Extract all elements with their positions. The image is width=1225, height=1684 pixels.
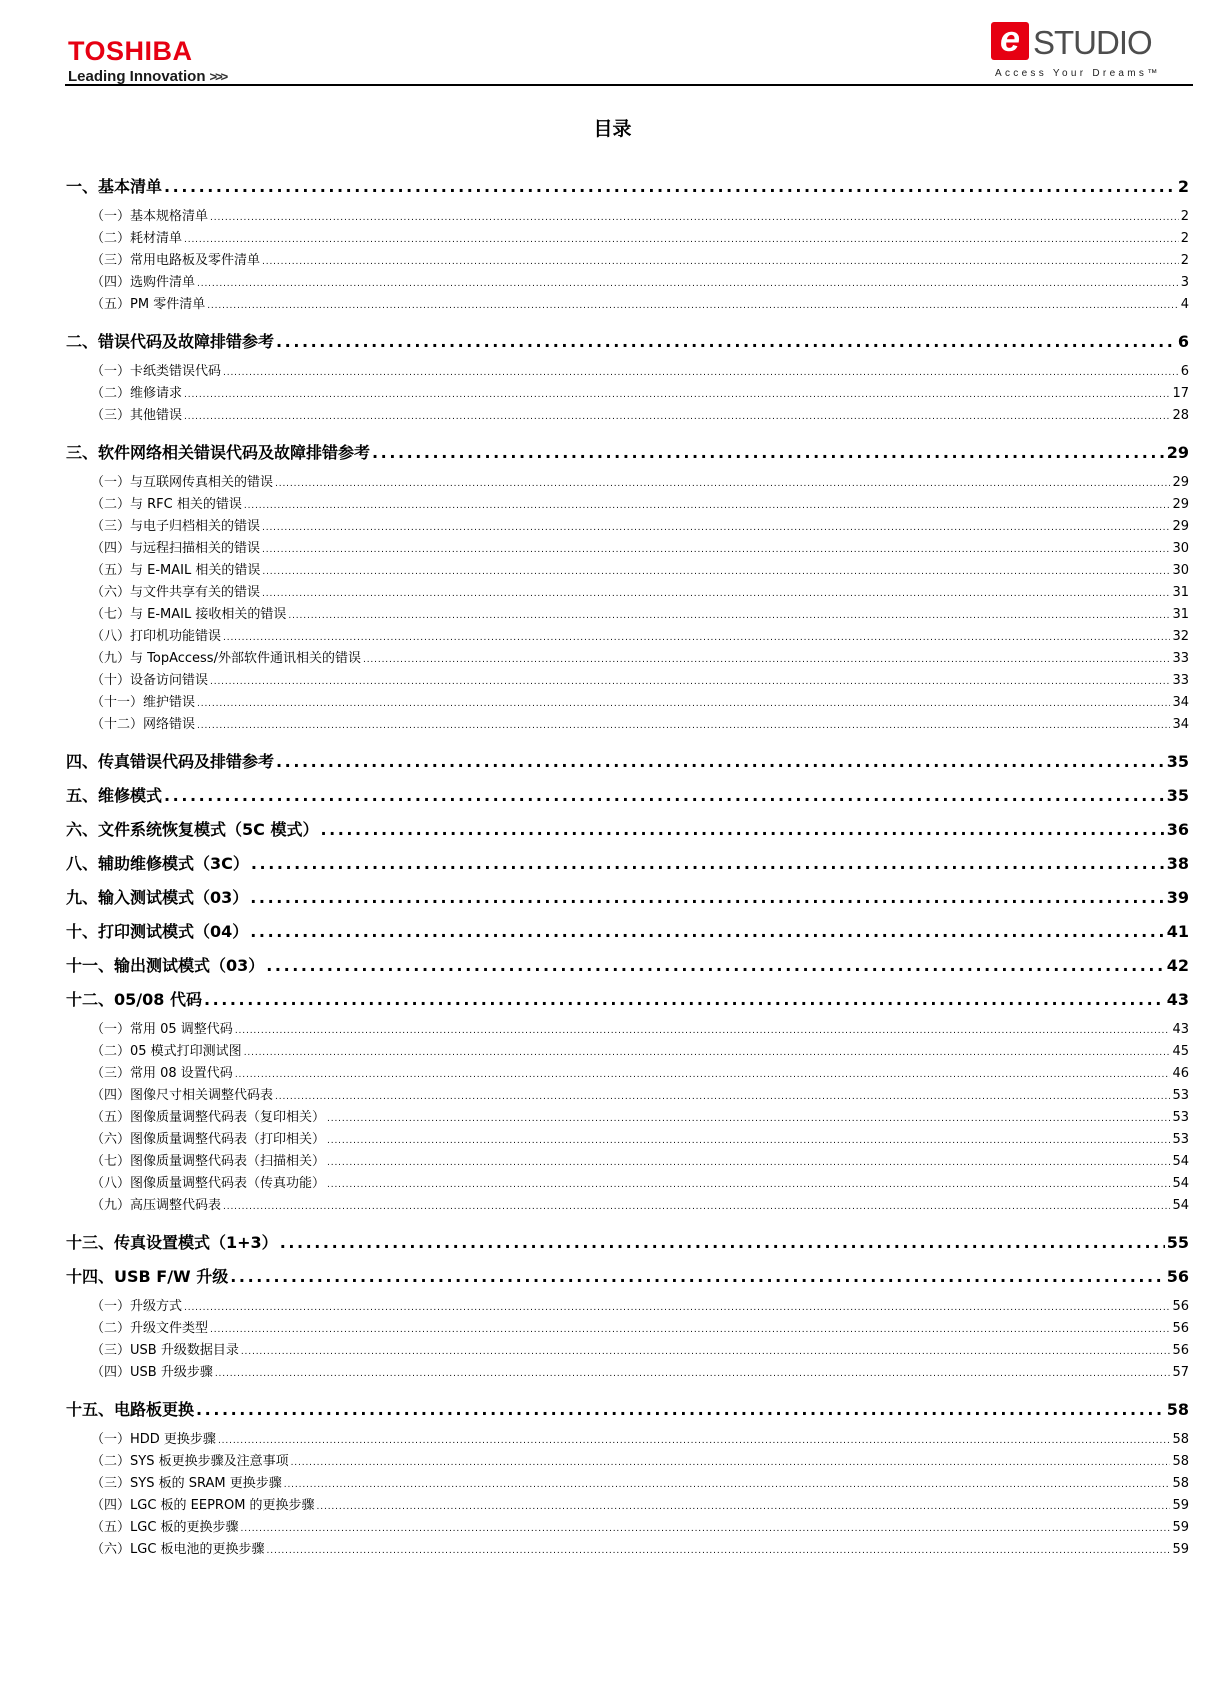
toc-leader-dots bbox=[276, 332, 1176, 351]
toc-page-number: 39 bbox=[1166, 888, 1189, 907]
toc-entry-title: （二）升级文件类型 bbox=[91, 1321, 209, 1336]
toc-section-row[interactable] bbox=[66, 1516, 1189, 1535]
toc-page-number: 2 bbox=[1180, 209, 1189, 224]
toc-section-row[interactable] bbox=[66, 1317, 1189, 1336]
toc-entry-title: （四）图像尺寸相关调整代码表 bbox=[91, 1088, 274, 1103]
toc-leader-dots bbox=[197, 699, 1170, 709]
toc-section-row[interactable] bbox=[66, 669, 1189, 688]
toc-section-row[interactable] bbox=[66, 1172, 1189, 1191]
toc-entry-title: （六）LGC 板电池的更换步骤 bbox=[91, 1542, 265, 1557]
toc-entry-title: 十、打印测试模式（04） bbox=[66, 922, 249, 941]
toc-page-number: 31 bbox=[1172, 585, 1189, 600]
toc-page-number: 34 bbox=[1172, 717, 1189, 732]
toc-page-number: 2 bbox=[1180, 231, 1189, 246]
toc-chapter-row[interactable] bbox=[66, 1397, 1189, 1420]
toc-section-row[interactable] bbox=[66, 293, 1189, 312]
toc-page-number: 17 bbox=[1172, 386, 1189, 401]
toc-leader-dots bbox=[266, 956, 1164, 975]
toc-page-number: 6 bbox=[1177, 332, 1189, 351]
toc-leader-dots bbox=[317, 1502, 1171, 1512]
toc-leader-dots bbox=[244, 1048, 1171, 1058]
toc-chapter-row[interactable] bbox=[66, 1264, 1189, 1287]
toc-entry-title: （三）常用 08 设置代码 bbox=[91, 1066, 233, 1081]
toc-section-row[interactable] bbox=[66, 1194, 1189, 1213]
toc-leader-dots bbox=[235, 1070, 1171, 1080]
toc-entry-title: 四、传真错误代码及排错参考 bbox=[66, 752, 275, 771]
toc-section-row[interactable] bbox=[66, 647, 1189, 666]
toc-section-row[interactable] bbox=[66, 603, 1189, 622]
toc-leader-dots bbox=[320, 820, 1164, 839]
toc-entry-title: 一、基本清单 bbox=[66, 177, 163, 196]
toc-leader-dots bbox=[164, 786, 1165, 805]
toc-section-row[interactable] bbox=[66, 1494, 1189, 1513]
toc-entry-title: （五）PM 零件清单 bbox=[91, 297, 206, 312]
toc-leader-dots bbox=[235, 1026, 1171, 1036]
toc-page-number: 43 bbox=[1172, 1022, 1189, 1037]
toc-section-row[interactable] bbox=[66, 1018, 1189, 1037]
toc-entry-title: （二）05 模式打印测试图 bbox=[91, 1044, 242, 1059]
toc-section-row[interactable] bbox=[66, 1450, 1189, 1469]
toc-leader-dots bbox=[251, 854, 1165, 873]
toc-leader-dots bbox=[250, 922, 1164, 941]
toc-leader-dots bbox=[262, 523, 1170, 533]
toc-leader-dots bbox=[275, 1092, 1170, 1102]
toc-entry-title: 二、错误代码及故障排错参考 bbox=[66, 332, 275, 351]
toc-page-number: 54 bbox=[1172, 1154, 1189, 1169]
toc-leader-dots bbox=[204, 990, 1165, 1009]
toc-section-row[interactable] bbox=[66, 271, 1189, 290]
toc-page-number: 57 bbox=[1172, 1365, 1189, 1380]
toc-entry-title: （四）USB 升级步骤 bbox=[91, 1365, 213, 1380]
toc-entry-title: （一）HDD 更换步骤 bbox=[91, 1432, 216, 1447]
toc-page-number: 3 bbox=[1180, 275, 1189, 290]
toc-page-number: 56 bbox=[1172, 1343, 1189, 1358]
toc-entry-title: （二）维修请求 bbox=[91, 386, 183, 401]
toc-page-number: 58 bbox=[1166, 1400, 1189, 1419]
toc-page-number: 33 bbox=[1172, 673, 1189, 688]
toc-entry-title: （三）USB 升级数据目录 bbox=[91, 1343, 239, 1358]
toc-page-number: 35 bbox=[1166, 786, 1189, 805]
toc-entry-title: （十一）维护错误 bbox=[91, 695, 196, 710]
toc-chapter-row[interactable] bbox=[66, 987, 1189, 1010]
toc-page-number: 28 bbox=[1172, 408, 1189, 423]
toc-chapter-row[interactable] bbox=[66, 749, 1189, 772]
toc-leader-dots bbox=[230, 1267, 1164, 1286]
toc-page-number: 55 bbox=[1166, 1233, 1189, 1252]
toc-page-number: 56 bbox=[1172, 1321, 1189, 1336]
toc-leader-dots bbox=[218, 1436, 1171, 1446]
toc-entry-title: （二）耗材清单 bbox=[91, 231, 183, 246]
toc-section-row[interactable] bbox=[66, 1428, 1189, 1447]
toc-page-number: 46 bbox=[1172, 1066, 1189, 1081]
toc-entry-title: （一）基本规格清单 bbox=[91, 209, 209, 224]
toc-leader-dots bbox=[327, 1114, 1170, 1124]
toc-section-row[interactable] bbox=[66, 1040, 1189, 1059]
toc-leader-dots bbox=[241, 1524, 1171, 1534]
toc-entry-title: （四）与远程扫描相关的错误 bbox=[91, 541, 261, 556]
toc-leader-dots bbox=[223, 368, 1179, 378]
toc-leader-dots bbox=[241, 1347, 1171, 1357]
toc-section-row[interactable] bbox=[66, 713, 1189, 732]
toc-page-number: 56 bbox=[1166, 1267, 1189, 1286]
toc-section-row[interactable] bbox=[66, 1106, 1189, 1125]
toc-section-row[interactable] bbox=[66, 404, 1189, 423]
toc-section-row[interactable] bbox=[66, 1472, 1189, 1491]
toc-chapter-row[interactable] bbox=[66, 440, 1189, 463]
toc-leader-dots bbox=[244, 501, 1171, 511]
toc-chapter-row[interactable] bbox=[66, 885, 1189, 908]
toc-page-number: 53 bbox=[1172, 1110, 1189, 1125]
toc-leader-dots bbox=[184, 390, 1170, 400]
toc-section-row[interactable] bbox=[66, 1538, 1189, 1557]
toc-page-number: 38 bbox=[1166, 854, 1189, 873]
toc-leader-dots bbox=[267, 1546, 1171, 1556]
toc-entry-title: （五）与 E-MAIL 相关的错误 bbox=[91, 563, 261, 578]
toc-section-row[interactable] bbox=[66, 515, 1189, 534]
page-title: 目录 bbox=[593, 118, 632, 140]
header-divider bbox=[65, 84, 1193, 86]
toc-section-row[interactable] bbox=[66, 691, 1189, 710]
toc-page-number: 30 bbox=[1172, 541, 1189, 556]
toc-entry-title: 八、辅助维修模式（3C） bbox=[66, 854, 249, 873]
toc-entry-title: （六）与文件共享有关的错误 bbox=[91, 585, 261, 600]
toc-leader-dots bbox=[210, 1325, 1170, 1335]
toc-entry-title: （四）LGC 板的 EEPROM 的更换步骤 bbox=[91, 1498, 315, 1513]
toc-leader-dots bbox=[327, 1136, 1170, 1146]
toc-chapter-row[interactable] bbox=[66, 919, 1189, 942]
toc-page-number: 30 bbox=[1172, 563, 1189, 578]
toc-page-number: 36 bbox=[1166, 820, 1189, 839]
toc-page-number: 53 bbox=[1172, 1132, 1189, 1147]
toc-section-row[interactable] bbox=[66, 360, 1189, 379]
studio-wordmark: STUDIO bbox=[1033, 24, 1152, 61]
product-tagline: Access Your Dreams™ bbox=[995, 68, 1161, 79]
toc-entry-title: 三、软件网络相关错误代码及故障排错参考 bbox=[66, 443, 371, 462]
toc-section-row[interactable] bbox=[66, 471, 1189, 490]
toc-page-number: 29 bbox=[1172, 475, 1189, 490]
toc-chapter-row[interactable] bbox=[66, 851, 1189, 874]
toc-leader-dots bbox=[372, 443, 1165, 462]
toshiba-logo: TOSHIBA bbox=[68, 36, 193, 66]
toc-section-row[interactable] bbox=[66, 227, 1189, 246]
toc-page-number: 54 bbox=[1172, 1198, 1189, 1213]
toc-section-row[interactable] bbox=[66, 581, 1189, 600]
toc-entry-title: （七）图像质量调整代码表（扫描相关） bbox=[91, 1154, 326, 1169]
toc-leader-dots bbox=[184, 235, 1179, 245]
toc-leader-dots bbox=[196, 1400, 1165, 1419]
toc-leader-dots bbox=[262, 567, 1170, 577]
toc-page-number: 34 bbox=[1172, 695, 1189, 710]
toc-leader-dots bbox=[223, 1202, 1170, 1212]
toc-page-number: 59 bbox=[1172, 1542, 1189, 1557]
toc-leader-dots bbox=[284, 1480, 1171, 1490]
toc-page-number: 59 bbox=[1172, 1520, 1189, 1535]
toc-entry-title: （二）与 RFC 相关的错误 bbox=[91, 497, 242, 512]
toc-entry-title: 十一、输出测试模式（03） bbox=[66, 956, 265, 975]
toc-leader-dots bbox=[210, 213, 1179, 223]
toc-leader-dots bbox=[288, 611, 1170, 621]
toc-leader-dots bbox=[164, 177, 1176, 196]
toc-leader-dots bbox=[250, 888, 1164, 907]
toc-leader-dots bbox=[223, 633, 1170, 643]
toc-page-number: 58 bbox=[1172, 1476, 1189, 1491]
toc-page-number: 32 bbox=[1172, 629, 1189, 644]
toc-page-number: 29 bbox=[1172, 497, 1189, 512]
toc-page-number: 42 bbox=[1166, 956, 1189, 975]
toc-entry-title: （八）图像质量调整代码表（传真功能） bbox=[91, 1176, 326, 1191]
toc-section-row[interactable] bbox=[66, 1062, 1189, 1081]
toc-page-number: 29 bbox=[1172, 519, 1189, 534]
toc-leader-dots bbox=[363, 655, 1170, 665]
toc-entry-title: 十五、电路板更换 bbox=[66, 1400, 195, 1419]
toc-page-number: 2 bbox=[1180, 253, 1189, 268]
estudio-logo bbox=[991, 18, 1181, 82]
toc-section-row[interactable] bbox=[66, 493, 1189, 512]
toc-leader-dots bbox=[327, 1180, 1170, 1190]
toc-entry-title: （十二）网络错误 bbox=[91, 717, 196, 732]
toc-section-row[interactable] bbox=[66, 537, 1189, 556]
toc-leader-dots bbox=[327, 1158, 1170, 1168]
toc-entry-title: 五、维修模式 bbox=[66, 786, 163, 805]
toc-page-number: 43 bbox=[1166, 990, 1189, 1009]
toc-page-number: 56 bbox=[1172, 1299, 1189, 1314]
toc-entry-title: 十三、传真设置模式（1+3） bbox=[66, 1233, 278, 1252]
toc-leader-dots bbox=[280, 1233, 1165, 1252]
toc-entry-title: （十）设备访问错误 bbox=[91, 673, 209, 688]
toc-page-number: 54 bbox=[1172, 1176, 1189, 1191]
toc-section-row[interactable] bbox=[66, 1150, 1189, 1169]
toc-section-row[interactable] bbox=[66, 382, 1189, 401]
toc-chapter-row[interactable] bbox=[66, 174, 1189, 197]
toc-leader-dots bbox=[207, 301, 1179, 311]
toc-page-number: 53 bbox=[1172, 1088, 1189, 1103]
toc-entry-title: 九、输入测试模式（03） bbox=[66, 888, 249, 907]
toc-page-number: 31 bbox=[1172, 607, 1189, 622]
toc-entry-title: 十四、USB F/W 升级 bbox=[66, 1267, 229, 1286]
toc-page-number: 35 bbox=[1166, 752, 1189, 771]
toc-entry-title: （三）SYS 板的 SRAM 更换步骤 bbox=[91, 1476, 282, 1491]
toc-entry-title: 六、文件系统恢复模式（5C 模式） bbox=[66, 820, 319, 839]
toc-entry-title: （九）高压调整代码表 bbox=[91, 1198, 222, 1213]
page-header bbox=[65, 20, 1193, 86]
toc-leader-dots bbox=[262, 257, 1179, 267]
toc-page-number: 6 bbox=[1180, 364, 1189, 379]
toc-entry-title: （五）LGC 板的更换步骤 bbox=[91, 1520, 239, 1535]
toc-section-row[interactable] bbox=[66, 1361, 1189, 1380]
toc-entry-title: （三）其他错误 bbox=[91, 408, 183, 423]
toc-page-number: 33 bbox=[1172, 651, 1189, 666]
toc-entry-title: （三）与电子归档相关的错误 bbox=[91, 519, 261, 534]
toc-section-row[interactable] bbox=[66, 1128, 1189, 1147]
tagline-text: Leading Innovation bbox=[68, 68, 206, 85]
toc-section-row[interactable] bbox=[66, 625, 1189, 644]
toc-entry-title: （八）打印机功能错误 bbox=[91, 629, 222, 644]
toc-page-number: 4 bbox=[1180, 297, 1189, 312]
toc-section-row[interactable] bbox=[66, 559, 1189, 578]
toc-leader-dots bbox=[184, 412, 1170, 422]
toc-page-number: 59 bbox=[1172, 1498, 1189, 1513]
toc-entry-title: （一）升级方式 bbox=[91, 1299, 183, 1314]
toc-entry-title: （一）与互联网传真相关的错误 bbox=[91, 475, 274, 490]
toc-leader-dots bbox=[262, 589, 1170, 599]
toc-entry-title: （一）卡纸类错误代码 bbox=[91, 364, 222, 379]
toc-leader-dots bbox=[184, 1303, 1170, 1313]
toc-chapter-row[interactable] bbox=[66, 953, 1189, 976]
toc-page-number: 2 bbox=[1177, 177, 1189, 196]
toc-leader-dots bbox=[197, 279, 1179, 289]
tagline-arrows-icon: >>> bbox=[209, 69, 227, 84]
toc-entry-title: （五）图像质量调整代码表（复印相关） bbox=[91, 1110, 326, 1125]
toc-entry-title: （三）常用电路板及零件清单 bbox=[91, 253, 261, 268]
toc-entry-title: 十二、05/08 代码 bbox=[66, 990, 202, 1009]
toc-chapter-row[interactable] bbox=[66, 1230, 1189, 1253]
toc-entry-title: （七）与 E-MAIL 接收相关的错误 bbox=[91, 607, 287, 622]
toc-entry-title: （一）常用 05 调整代码 bbox=[91, 1022, 233, 1037]
toc-entry-title: （四）选购件清单 bbox=[91, 275, 196, 290]
toc-entry-title: （二）SYS 板更换步骤及注意事项 bbox=[91, 1454, 289, 1469]
toc-entry-title: （九）与 TopAccess/外部软件通讯相关的错误 bbox=[91, 651, 361, 666]
toc-leader-dots bbox=[291, 1458, 1171, 1468]
toc-leader-dots bbox=[197, 721, 1170, 731]
toc-page-number: 58 bbox=[1172, 1454, 1189, 1469]
toc-section-row[interactable] bbox=[66, 1084, 1189, 1103]
toc-section-row[interactable] bbox=[66, 1295, 1189, 1314]
toc-section-row[interactable] bbox=[66, 1339, 1189, 1358]
toc-page-number: 58 bbox=[1172, 1432, 1189, 1447]
toc-leader-dots bbox=[210, 677, 1170, 687]
toc-page-number: 29 bbox=[1166, 443, 1189, 462]
e-badge-icon: e bbox=[991, 22, 1029, 60]
toc-page-number: 41 bbox=[1166, 922, 1189, 941]
toc-entry-title: （六）图像质量调整代码表（打印相关） bbox=[91, 1132, 326, 1147]
toc-leader-dots bbox=[262, 545, 1170, 555]
toc-chapter-row[interactable] bbox=[66, 329, 1189, 352]
toc-leader-dots bbox=[276, 752, 1165, 771]
toc-leader-dots bbox=[215, 1369, 1171, 1379]
toc-leader-dots bbox=[275, 479, 1170, 489]
toc-chapter-row[interactable] bbox=[66, 783, 1189, 806]
toc-section-row[interactable] bbox=[66, 249, 1189, 268]
toc-page-number: 45 bbox=[1172, 1044, 1189, 1059]
brand-tagline bbox=[68, 69, 226, 84]
toc-chapter-row[interactable] bbox=[66, 817, 1189, 840]
toc-section-row[interactable] bbox=[66, 205, 1189, 224]
